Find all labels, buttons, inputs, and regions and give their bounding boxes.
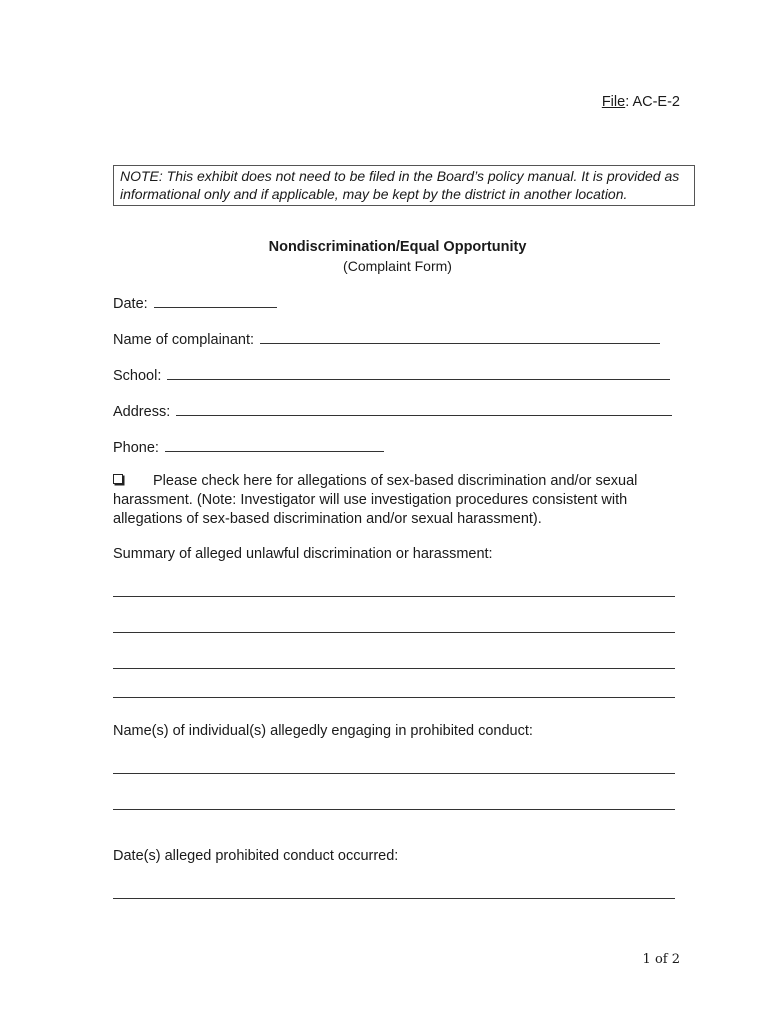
phone-blank[interactable] [165,437,384,452]
summary-label: Summary of alleged unlawful discrimination or harassment: [113,546,493,562]
school-blank[interactable] [167,365,670,380]
phone-label: Phone: [113,440,159,456]
individuals-line[interactable] [113,809,675,810]
file-reference [602,94,680,110]
dates-label: Date(s) alleged prohibited conduct occurred: [113,848,399,864]
date-label: Date: [113,296,148,312]
note-box: NOTE: This exhibit does not need to be filed in the Board’s policy manual. It is provided as informational only and if applicable, may be kept by the district in another location. [113,165,695,206]
checkbox-text: Please check here for allegations of sex-based discrimination and/or sexual harassment. (Note: Investigator will use investigation procedures consistent with allegations of sex-based discrimination and/or sexual harassment). [113,473,638,527]
date-field [113,293,277,312]
sex-based-allegation-option [113,472,678,529]
complainant-label: Name of complainant: [113,332,255,348]
address-label: Address: [113,404,171,420]
individuals-label: Name(s) of individual(s) allegedly engaging in prohibited conduct: [113,723,533,739]
school-field [113,365,670,384]
address-blank[interactable] [176,401,672,416]
page-number: 1 of 2 [642,952,680,967]
date-blank[interactable] [154,293,277,308]
checkbox-icon[interactable] [113,474,123,484]
address-field [113,401,672,420]
form-subtitle: (Complaint Form) [343,258,452,274]
file-code: : AC-E-2 [625,94,680,110]
summary-line[interactable] [113,596,675,597]
summary-line[interactable] [113,668,675,669]
file-label: File [601,94,626,110]
complainant-blank[interactable] [260,329,660,344]
dates-line[interactable] [113,898,675,899]
summary-line[interactable] [113,632,675,633]
phone-field [113,437,384,456]
form-title: Nondiscrimination/Equal Opportunity [268,239,527,255]
complainant-field [113,329,660,348]
summary-line[interactable] [113,697,675,698]
school-label: School: [113,368,162,384]
individuals-line[interactable] [113,773,675,774]
